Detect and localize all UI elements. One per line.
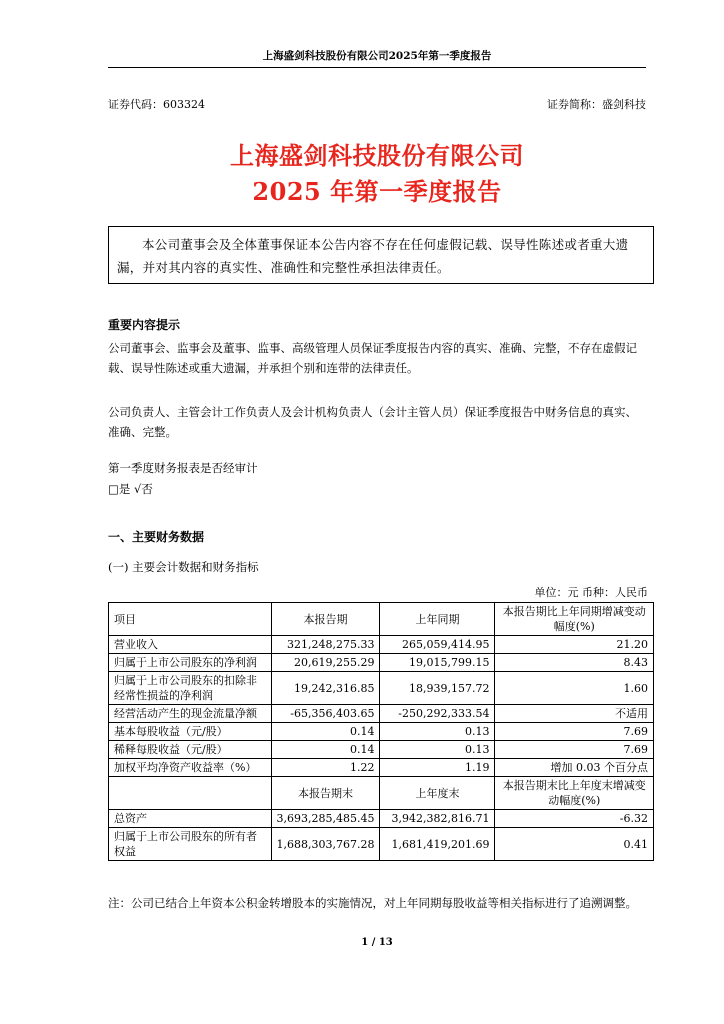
unit-currency-line: 单位：元 币种：人民币 <box>534 586 648 599</box>
table-cell: 19,015,799.15 <box>380 654 495 672</box>
table-cell: 3,942,382,816.71 <box>380 810 495 828</box>
table-row <box>109 741 654 759</box>
table-header-cell: 上年度末 <box>380 777 495 810</box>
table-row <box>109 654 654 672</box>
table-cell: 不适用 <box>495 705 654 723</box>
table-cell: 营业收入 <box>109 636 272 654</box>
table-cell: 20,619,255.29 <box>271 654 380 672</box>
table-cell: 321,248,275.33 <box>271 636 380 654</box>
table-cell: 1.22 <box>271 759 380 777</box>
table-row <box>109 636 654 654</box>
table-row <box>109 723 654 741</box>
board-notice-box <box>108 226 654 284</box>
table-cell: 0.13 <box>380 723 495 741</box>
table-cell: 增加 0.03 个百分点 <box>495 759 654 777</box>
table-cell: 7.69 <box>495 723 654 741</box>
table-cell: 1.19 <box>380 759 495 777</box>
company-title: 上海盛剑科技股份有限公司 <box>230 141 524 170</box>
table-cell: 18,939,157.72 <box>380 672 495 705</box>
important-para-2: 公司负责人、主管会计工作负责人及会计机构负责人（会计主管人员）保证季度报告中财务信息的真实、准确、完整。 <box>108 405 637 439</box>
table-cell: -6.32 <box>495 810 654 828</box>
security-abbr: 证券简称：盛剑科技 <box>547 98 646 111</box>
table-header-cell: 项目 <box>109 603 272 636</box>
table-row <box>109 810 654 828</box>
table-header-cell: 本报告期末 <box>271 777 380 810</box>
subsection-heading: (一) 主要会计数据和财务指标 <box>108 560 259 574</box>
table-cell: 8.43 <box>495 654 654 672</box>
table-cell: 1.60 <box>495 672 654 705</box>
table-cell: 0.14 <box>271 723 380 741</box>
table-header-cell: 上年同期 <box>380 603 495 636</box>
table-cell: 经营活动产生的现金流量净额 <box>109 705 272 723</box>
table-cell: 0.13 <box>380 741 495 759</box>
table-header-cell: 本报告期 <box>271 603 380 636</box>
financial-data-table <box>108 602 654 861</box>
table-row <box>109 759 654 777</box>
security-info-line <box>108 96 646 112</box>
table-cell: 0.41 <box>495 828 654 861</box>
table-cell: -65,356,403.65 <box>271 705 380 723</box>
page-number: 1 / 13 <box>361 937 393 948</box>
table-row <box>109 828 654 861</box>
table-header-row <box>109 777 654 810</box>
table-cell: -250,292,333.54 <box>380 705 495 723</box>
audit-answer: □是 √否 <box>108 482 153 496</box>
table-cell: 21.20 <box>495 636 654 654</box>
table-cell: 加权平均净资产收益率（%） <box>109 759 272 777</box>
table-row <box>109 705 654 723</box>
report-title: 2025 年第一季度报告 <box>252 177 502 206</box>
table-cell: 基本每股收益（元/股） <box>109 723 272 741</box>
table-header-cell: 本报告期比上年同期增减变动幅度(%) <box>495 603 654 636</box>
important-heading: 重要内容提示 <box>108 318 181 332</box>
table-cell: 归属于上市公司股东的净利润 <box>109 654 272 672</box>
table-cell: 稀释每股收益（元/股） <box>109 741 272 759</box>
table-header-cell <box>109 777 272 810</box>
table-cell: 总资产 <box>109 810 272 828</box>
table-cell: 1,688,303,767.28 <box>271 828 380 861</box>
table-row <box>109 672 654 705</box>
table-cell: 0.14 <box>271 741 380 759</box>
section-heading: 一、主要财务数据 <box>108 530 205 544</box>
audit-question: 第一季度财务报表是否经审计 <box>108 461 258 475</box>
table-cell: 1,681,419,201.69 <box>380 828 495 861</box>
table-cell: 7.69 <box>495 741 654 759</box>
table-cell: 归属于上市公司股东的所有者权益 <box>109 828 272 861</box>
table-header-cell: 本报告期末比上年度末增减变动幅度(%) <box>495 777 654 810</box>
table-footnote: 注：公司已结合上年资本公积金转增股本的实施情况，对上年同期每股收益等相关指标进行了追溯调整。 <box>108 896 637 910</box>
running-header: 上海盛剑科技股份有限公司2025年第一季度报告 <box>108 48 646 68</box>
security-code: 证券代码：603324 <box>108 98 205 111</box>
table-cell: 3,693,285,485.45 <box>271 810 380 828</box>
table-cell: 归属于上市公司股东的扣除非经常性损益的净利润 <box>109 672 272 705</box>
table-cell: 19,242,316.85 <box>271 672 380 705</box>
important-para-1: 公司董事会、监事会及董事、监事、高级管理人员保证季度报告内容的真实、准确、完整，不存在虚假记载、误导性陈述或重大遗漏，并承担个别和连带的法律责任。 <box>108 341 637 375</box>
board-notice-text: 本公司董事会及全体董事保证本公告内容不存在任何虚假记载、误导性陈述或者重大遗漏，并对其内容的真实性、准确性和完整性承担法律责任。 <box>117 237 629 275</box>
table-cell: 265,059,414.95 <box>380 636 495 654</box>
table-header-row <box>109 603 654 636</box>
